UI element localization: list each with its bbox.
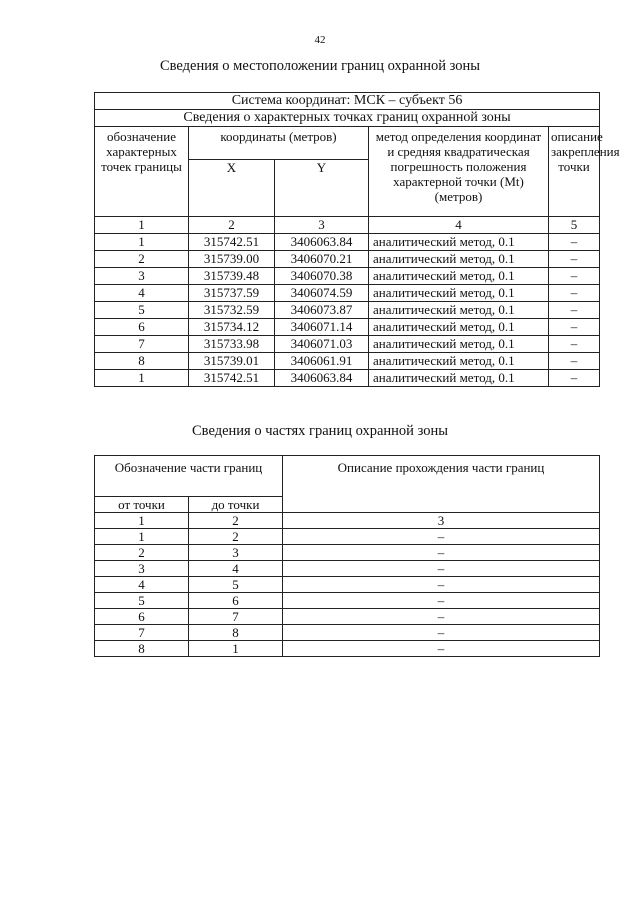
to-point: 4: [189, 561, 283, 577]
x-coordinate: 315733.98: [189, 336, 275, 353]
from-point: 2: [95, 545, 189, 561]
boundary-parts-table: [94, 455, 600, 657]
to-point: 2: [189, 529, 283, 545]
description-header: описание закрепления точки: [549, 127, 600, 217]
part-description: –: [283, 545, 600, 561]
method-header: метод определения координат и средняя квадратическая погрешность положения характерной точки (Mt) (метров): [369, 127, 549, 217]
y-coordinate: 3406073.87: [275, 302, 369, 319]
to-point-header: до точки: [189, 497, 283, 513]
to-point: 3: [189, 545, 283, 561]
part-description: –: [283, 641, 600, 657]
from-point: 6: [95, 609, 189, 625]
description-value: –: [549, 285, 600, 302]
points-subtitle-cell: Сведения о характерных точках границ охранной зоны: [95, 110, 600, 127]
table-row: [95, 641, 600, 657]
table-row: [95, 251, 600, 268]
table-row: [95, 234, 600, 251]
table-row: [95, 285, 600, 302]
column-number: 3: [275, 217, 369, 234]
y-coordinate: 3406063.84: [275, 370, 369, 387]
x-header: X: [189, 160, 275, 217]
table-row: [95, 268, 600, 285]
point-number: 3: [95, 268, 189, 285]
boundary-points-table: [94, 92, 620, 387]
table-row: [95, 545, 600, 561]
table-row: [95, 529, 600, 545]
column-number: 2: [189, 513, 283, 529]
from-point: 7: [95, 625, 189, 641]
table-row: [95, 577, 600, 593]
part-description: –: [283, 529, 600, 545]
y-coordinate: 3406071.03: [275, 336, 369, 353]
x-coordinate: 315739.01: [189, 353, 275, 370]
point-number: 5: [95, 302, 189, 319]
part-description: –: [283, 625, 600, 641]
point-number: 8: [95, 353, 189, 370]
x-coordinate: 315742.51: [189, 370, 275, 387]
part-description: –: [283, 561, 600, 577]
part-description: –: [283, 609, 600, 625]
point-number: 2: [95, 251, 189, 268]
to-point: 8: [189, 625, 283, 641]
from-point: 8: [95, 641, 189, 657]
to-point: 7: [189, 609, 283, 625]
column-numbers-row: [95, 217, 600, 234]
column-number: 4: [369, 217, 549, 234]
method-value: аналитический метод, 0.1: [369, 302, 549, 319]
method-value: аналитический метод, 0.1: [369, 319, 549, 336]
y-coordinate: 3406071.14: [275, 319, 369, 336]
x-coordinate: 315737.59: [189, 285, 275, 302]
from-point: 4: [95, 577, 189, 593]
point-number: 6: [95, 319, 189, 336]
method-value: аналитический метод, 0.1: [369, 234, 549, 251]
y-header: Y: [275, 160, 369, 217]
x-coordinate: 315739.48: [189, 268, 275, 285]
table-row: [95, 609, 600, 625]
x-coordinate: 315739.00: [189, 251, 275, 268]
table-row: [95, 319, 600, 336]
to-point: 1: [189, 641, 283, 657]
method-value: аналитический метод, 0.1: [369, 285, 549, 302]
to-point: 5: [189, 577, 283, 593]
part-description: –: [283, 593, 600, 609]
from-point: 3: [95, 561, 189, 577]
column-number: 1: [95, 217, 189, 234]
table-row: [95, 593, 600, 609]
column-number: 5: [549, 217, 600, 234]
table-row: [95, 625, 600, 641]
from-point-header: от точки: [95, 497, 189, 513]
description-value: –: [549, 251, 600, 268]
x-coordinate: 315734.12: [189, 319, 275, 336]
table-row: [95, 370, 600, 387]
part-designation-header: Обозначение части границ: [95, 456, 283, 497]
part-description: –: [283, 577, 600, 593]
to-point: 6: [189, 593, 283, 609]
point-number: 4: [95, 285, 189, 302]
point-number: 1: [95, 234, 189, 251]
y-coordinate: 3406063.84: [275, 234, 369, 251]
point-number: 7: [95, 336, 189, 353]
column-number: 1: [95, 513, 189, 529]
description-value: –: [549, 268, 600, 285]
table-row: [95, 561, 600, 577]
from-point: 1: [95, 529, 189, 545]
column-number: 2: [189, 217, 275, 234]
coordinates-header: координаты (метров): [189, 127, 369, 160]
table-row: [95, 302, 600, 319]
description-value: –: [549, 234, 600, 251]
x-coordinate: 315732.59: [189, 302, 275, 319]
description-value: –: [549, 336, 600, 353]
section2-title: Сведения о частях границ охранной зоны: [192, 423, 448, 439]
description-value: –: [549, 353, 600, 370]
column-numbers-row: [95, 513, 600, 529]
description-value: –: [549, 319, 600, 336]
y-coordinate: 3406070.38: [275, 268, 369, 285]
method-value: аналитический метод, 0.1: [369, 251, 549, 268]
point-number: 1: [95, 370, 189, 387]
column-number: 3: [283, 513, 600, 529]
method-value: аналитический метод, 0.1: [369, 353, 549, 370]
coord-system-cell: Система координат: МСК – субъект 56: [95, 93, 600, 110]
y-coordinate: 3406074.59: [275, 285, 369, 302]
y-coordinate: 3406070.21: [275, 251, 369, 268]
section1-title: Сведения о местоположении границ охранной зоны: [159, 58, 480, 74]
y-coordinate: 3406061.91: [275, 353, 369, 370]
table-row: [95, 336, 600, 353]
from-point: 5: [95, 593, 189, 609]
method-value: аналитический метод, 0.1: [369, 268, 549, 285]
designation-header: обозначение характерных точек границы: [95, 127, 189, 217]
method-value: аналитический метод, 0.1: [369, 370, 549, 387]
part-description-header: Описание прохождения части границ: [283, 456, 600, 513]
table-row: [95, 353, 600, 370]
description-value: –: [549, 370, 600, 387]
x-coordinate: 315742.51: [189, 234, 275, 251]
description-value: –: [549, 302, 600, 319]
method-value: аналитический метод, 0.1: [369, 336, 549, 353]
page-number: 42: [314, 34, 326, 46]
